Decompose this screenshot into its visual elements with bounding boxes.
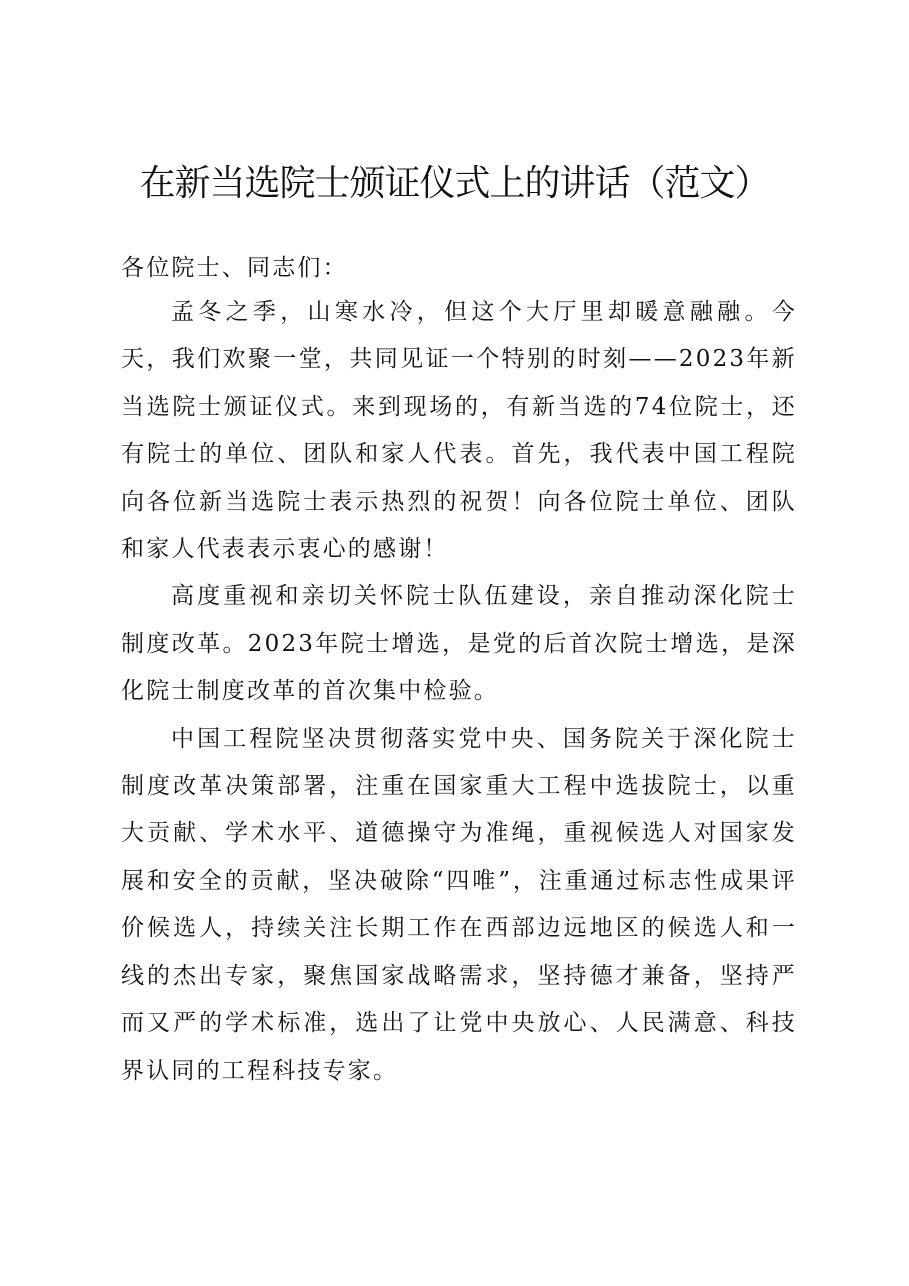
document-title: 在新当选院士颁证仪式上的讲话（范文） xyxy=(139,163,770,204)
document-body xyxy=(121,248,797,1095)
paragraph-3: 中国工程院坚决贯彻落实党中央、国务院关于深化院士制度改革决策部署，注重在国家重大工程中选拔院士，以重大贡献、学术水平、道德操守为准绳，重视候选人对国家发展和安全的贡献，坚决破除“四唯”，注重通过标志性成果评价候选人，持续关注长期工作在西部边远地区的候选人和一线的杰出专家，聚焦国家战略需求，坚持德才兼备，坚持严而又严的学术标准，选出了让党中央放心、人民满意、科技界认同的工程科技专家。 xyxy=(121,725,797,1084)
salutation: 各位院士、同志们： xyxy=(121,255,348,281)
paragraph-2: 高度重视和亲切关怀院士队伍建设，亲自推动深化院士制度改革。2023年院士增选，是党的后首次院士增选，是深化院士制度改革的首次集中检验。 xyxy=(121,583,797,705)
paragraph-1: 孟冬之季，山寒水冷，但这个大厅里却暖意融融。今天，我们欢聚一堂，共同见证一个特别的时刻——2023年新当选院士颁证仪式。来到现场的，有新当选的74位院士，还有院士的单位、团队和家人代表。首先，我代表中国工程院向各位新当选院士表示热烈的祝贺！向各位院士单位、团队和家人代表表示衷心的感谢！ xyxy=(121,299,797,563)
